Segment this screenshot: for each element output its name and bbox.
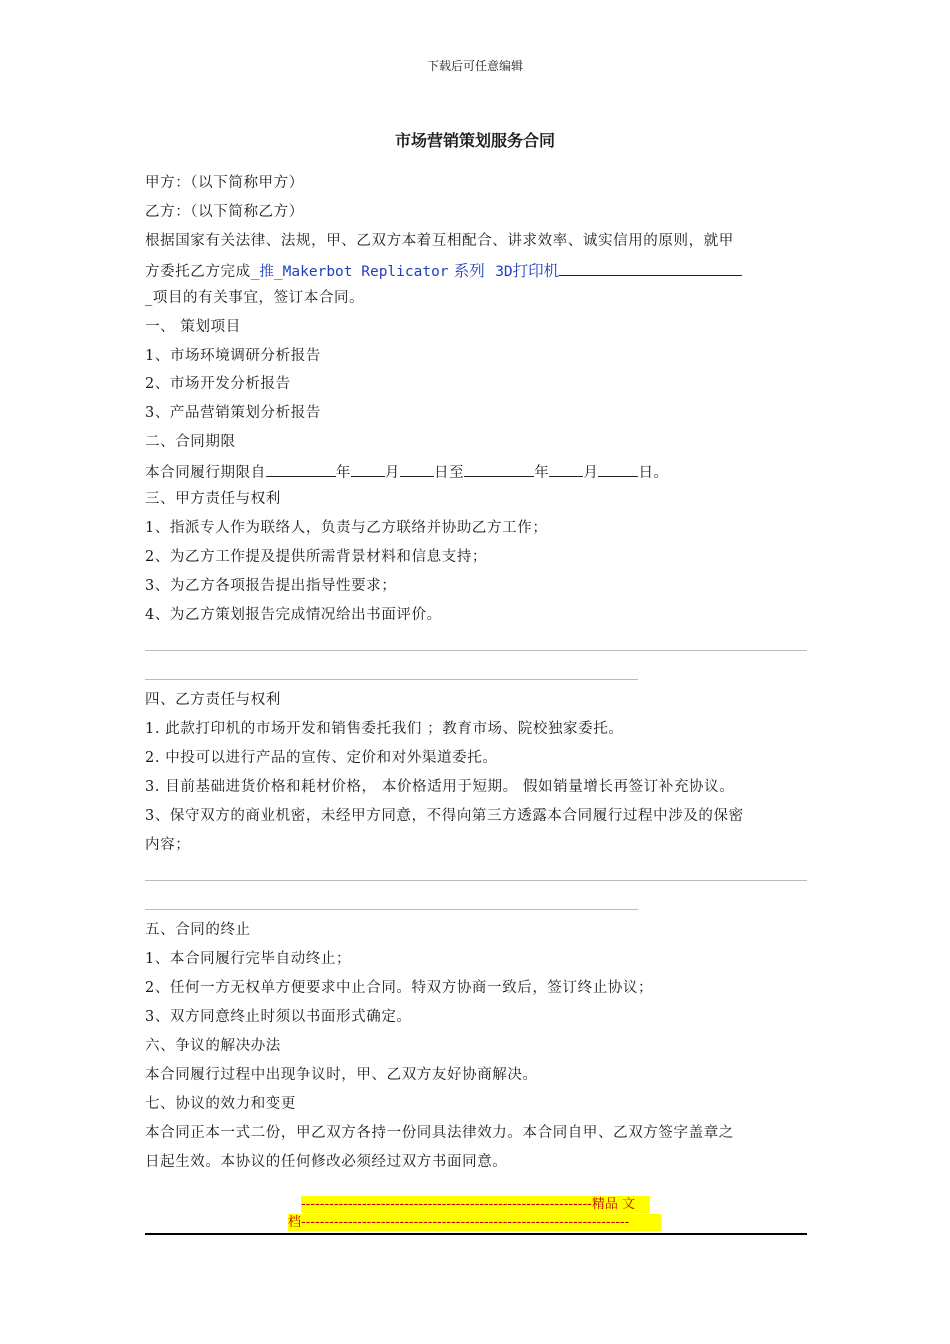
project-name-part-5: 打印机 xyxy=(512,262,560,280)
project-name-part-2: Makerbot Replicator xyxy=(282,264,449,280)
section-5-item: 3、双方同意终止时须以书面形式确定。 xyxy=(145,1009,412,1025)
blank-fill-line xyxy=(145,650,807,651)
end-year-blank xyxy=(464,460,534,477)
section-7-heading: 七、协议的效力和变更 xyxy=(145,1096,296,1112)
intro-line-2 xyxy=(145,259,807,282)
period-text: 日至 xyxy=(434,465,465,481)
section-3-item: 4、为乙方策划报告完成情况给出书面评价。 xyxy=(145,607,442,623)
blank-fill-line xyxy=(145,909,638,910)
end-day-blank xyxy=(598,460,638,477)
document-title: 市场营销策划服务合同 xyxy=(394,131,555,150)
end-month-blank xyxy=(549,460,583,477)
section-5-item: 1、本合同履行完毕自动终止； xyxy=(145,951,352,967)
period-text: 月 xyxy=(583,465,599,481)
section-7-text: 日起生效。本协议的任何修改必须经过双方书面同意。 xyxy=(145,1154,508,1170)
section-3-item: 3、为乙方各项报告提出指导性要求； xyxy=(145,578,397,594)
period-text: 年 xyxy=(534,465,550,481)
period-text: 月 xyxy=(384,465,401,481)
section-4-item: 1. 此款打印机的市场开发和销售委托我们 ；教育市场、院校独家委托。 xyxy=(145,721,624,737)
blank-fill-line xyxy=(145,880,807,881)
project-name-part-3: 系列 xyxy=(453,262,485,280)
footer-watermark-line-2: 档---------------------------------------------------------------------- xyxy=(288,1214,661,1231)
section-4-item: 3. 目前基础进货价格和耗材价格， 本价格适用于短期。 假如销量增长再签订补充协议。 xyxy=(145,779,735,795)
section-3-heading: 三、甲方责任与权利 xyxy=(145,491,281,507)
project-blank-underline xyxy=(559,259,742,276)
section-3-item: 1、指派专人作为联络人，负责与乙方联络并协助乙方工作； xyxy=(145,520,548,536)
intro-line-1: 根据国家有关法律、法规，甲、乙双方本着互相配合、讲求效率、诚实信用的原则，就甲 xyxy=(145,233,734,249)
intro-line-2-prefix: 方委托乙方完成 xyxy=(145,264,251,280)
section-1-item: 3、产品营销策划分析报告 xyxy=(145,405,321,421)
period-text: 日。 xyxy=(638,465,669,481)
section-6-heading: 六、争议的解决办法 xyxy=(145,1038,281,1054)
project-name-part-4: 3D xyxy=(495,264,513,280)
section-1-heading: 一、 策划项目 xyxy=(145,319,241,335)
section-4-heading: 四、乙方责任与权利 xyxy=(145,692,281,708)
section-5-item: 2、任何一方无权单方便要求中止合同。特双方协商一致后，签订终止协议； xyxy=(145,980,654,996)
contract-period-line xyxy=(145,460,807,483)
section-5-heading: 五、合同的终止 xyxy=(145,922,251,938)
party-a-line: 甲方：（以下简称甲方） xyxy=(145,175,304,191)
blank-fill-line xyxy=(145,679,638,680)
start-month-blank xyxy=(351,460,385,477)
start-year-blank xyxy=(266,460,336,477)
party-b-line: 乙方：（以下简称乙方） xyxy=(145,204,304,220)
section-3-item: 2、为乙方工作提及提供所需背景材料和信息支持； xyxy=(145,549,488,565)
footer-rule xyxy=(145,1233,807,1235)
footer-watermark-line-1: --------------------------------------------------------------精品 文 xyxy=(301,1196,650,1213)
section-1-item: 2、市场开发分析报告 xyxy=(145,376,291,392)
section-4-item: 3、保守双方的商业机密，未经甲方同意，不得向第三方透露本合同履行过程中涉及的保密 xyxy=(145,808,744,824)
section-7-text: 本合同正本一式二份，甲乙双方各持一份同具法律效力。本合同自甲、乙双方签字盖章之 xyxy=(145,1125,734,1141)
period-text: 本合同履行期限自 xyxy=(145,465,266,481)
section-4-item: 2. 中投可以进行产品的宣传、定价和对外渠道委托。 xyxy=(145,750,498,766)
section-4-item: 内容； xyxy=(145,837,191,853)
section-1-item: 1、市场环境调研分析报告 xyxy=(145,348,321,364)
intro-line-3: _项目的有关事宜，签订本合同。 xyxy=(145,290,365,306)
header-note: 下载后可任意编辑 xyxy=(426,59,523,73)
section-2-heading: 二、合同期限 xyxy=(145,434,236,450)
section-6-text: 本合同履行过程中出现争议时，甲、乙双方友好协商解决。 xyxy=(145,1067,538,1083)
project-name-part-1: _推_ xyxy=(250,264,283,280)
period-text: 年 xyxy=(335,465,351,481)
start-day-blank xyxy=(400,460,434,477)
